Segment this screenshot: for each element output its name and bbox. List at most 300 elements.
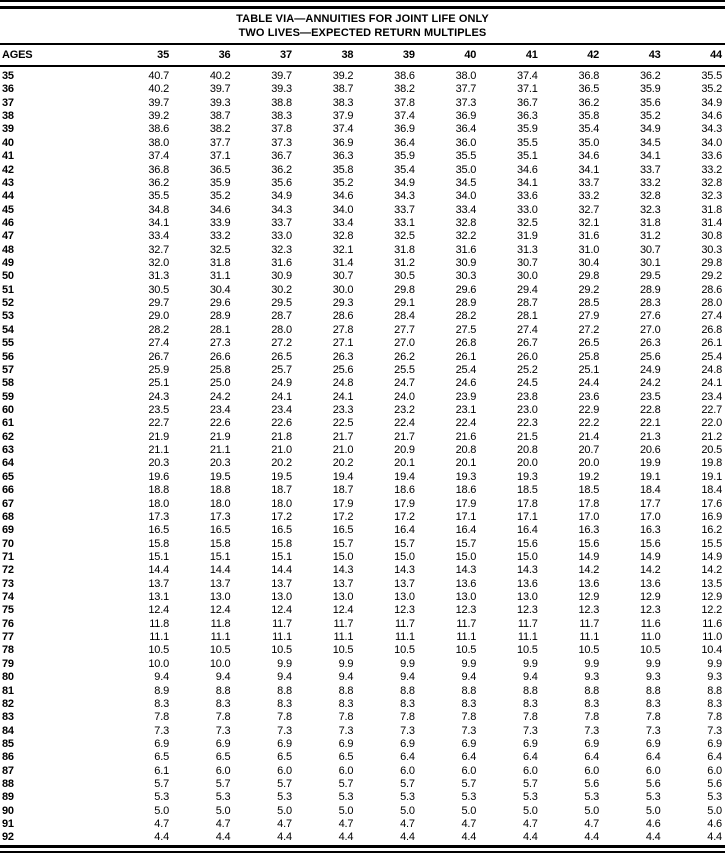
value-cell: 18.6 <box>455 484 477 497</box>
age-cell: 60 <box>2 403 14 416</box>
header-cell-age-37: 37 <box>280 49 292 61</box>
table-row <box>0 337 725 350</box>
value-cell: 35.8 <box>578 110 600 123</box>
value-cell: 7.8 <box>584 711 600 724</box>
age-cell: 56 <box>2 350 14 363</box>
header-cell-age-39: 39 <box>402 49 415 61</box>
table-row <box>0 725 725 738</box>
table-title-block <box>0 9 725 43</box>
value-cell: 5.3 <box>584 791 600 804</box>
value-cell: 9.9 <box>277 657 292 670</box>
value-cell: 31.9 <box>517 230 538 243</box>
value-cell: 10.5 <box>271 644 292 657</box>
value-cell: 24.9 <box>639 363 661 376</box>
value-cell: 18.0 <box>209 497 231 510</box>
age-cell: 85 <box>2 737 14 750</box>
value-cell: 5.0 <box>338 804 354 817</box>
table-row <box>0 97 725 110</box>
value-cell: 17.9 <box>455 497 477 510</box>
value-cell: 12.3 <box>517 604 538 617</box>
value-cell: 17.2 <box>271 510 292 523</box>
table-row <box>0 498 725 511</box>
value-cell: 23.2 <box>394 403 415 416</box>
age-cell: 36 <box>2 83 14 96</box>
value-cell: 40.2 <box>209 70 231 82</box>
value-cell: 38.8 <box>271 96 292 109</box>
value-cell: 34.9 <box>639 123 661 136</box>
value-cell: 22.4 <box>394 417 415 430</box>
table-row <box>0 738 725 751</box>
value-cell: 4.7 <box>584 818 600 831</box>
age-cell: 43 <box>2 176 14 189</box>
value-cell: 7.3 <box>707 724 722 737</box>
value-cell: 22.7 <box>701 403 722 416</box>
value-cell: 24.8 <box>332 377 354 390</box>
value-cell: 36.5 <box>209 163 231 176</box>
value-cell: 38.0 <box>455 70 477 82</box>
value-cell: 4.4 <box>277 831 292 844</box>
value-cell: 6.5 <box>154 751 169 764</box>
value-cell: 11.1 <box>149 631 169 644</box>
age-cell: 83 <box>2 711 14 724</box>
value-cell: 34.3 <box>701 123 722 136</box>
value-cell: 21.4 <box>578 430 600 443</box>
value-cell: 6.9 <box>400 737 415 750</box>
value-cell: 25.4 <box>455 363 477 376</box>
value-cell: 6.5 <box>215 751 231 764</box>
value-cell: 14.3 <box>455 564 477 577</box>
value-cell: 25.0 <box>209 377 231 390</box>
value-cell: 18.8 <box>209 484 231 497</box>
value-cell: 34.6 <box>517 163 538 176</box>
value-cell: 23.4 <box>209 403 231 416</box>
value-cell: 24.6 <box>455 377 477 390</box>
value-cell: 14.4 <box>271 564 292 577</box>
value-cell: 11.1 <box>456 631 477 644</box>
value-cell: 25.7 <box>271 363 292 376</box>
age-cell: 78 <box>2 644 14 657</box>
value-cell: 29.2 <box>578 283 600 296</box>
value-cell: 10.5 <box>455 644 477 657</box>
value-cell: 6.4 <box>522 751 538 764</box>
age-cell: 73 <box>2 577 14 590</box>
value-cell: 36.3 <box>332 150 354 163</box>
value-cell: 30.7 <box>332 270 354 283</box>
value-cell: 27.9 <box>578 310 600 323</box>
value-cell: 4.6 <box>707 818 722 831</box>
value-cell: 27.7 <box>394 323 415 336</box>
value-cell: 12.2 <box>701 604 722 617</box>
value-cell: 6.9 <box>522 737 538 750</box>
age-cell: 35 <box>2 70 14 82</box>
value-cell: 35.9 <box>394 150 415 163</box>
value-cell: 33.2 <box>701 163 722 176</box>
value-cell: 22.9 <box>578 403 600 416</box>
table-row <box>0 457 725 470</box>
table-row <box>0 765 725 778</box>
value-cell: 17.6 <box>701 497 722 510</box>
value-cell: 11.1 <box>394 631 415 644</box>
value-cell: 26.3 <box>639 337 661 350</box>
value-cell: 27.4 <box>701 310 722 323</box>
table-row <box>0 310 725 323</box>
value-cell: 36.9 <box>332 136 354 149</box>
age-cell: 51 <box>2 283 14 296</box>
table-row <box>0 444 725 457</box>
value-cell: 35.5 <box>517 136 538 149</box>
age-cell: 54 <box>2 323 14 336</box>
table-row <box>0 364 725 377</box>
value-cell: 27.2 <box>578 323 600 336</box>
value-cell: 36.2 <box>271 163 292 176</box>
value-cell: 7.8 <box>461 711 477 724</box>
value-cell: 30.5 <box>148 283 169 296</box>
value-cell: 12.4 <box>148 604 169 617</box>
value-cell: 17.7 <box>639 497 661 510</box>
value-cell: 22.8 <box>639 403 661 416</box>
age-cell: 50 <box>2 270 14 283</box>
table-row <box>0 591 725 604</box>
value-cell: 15.1 <box>209 550 231 563</box>
value-cell: 35.6 <box>639 96 661 109</box>
header-cell-age-40: 40 <box>464 49 477 61</box>
value-cell: 33.7 <box>578 176 600 189</box>
table-row <box>0 324 725 337</box>
value-cell: 34.6 <box>332 190 354 203</box>
value-cell: 25.6 <box>332 363 354 376</box>
value-cell: 32.2 <box>455 230 477 243</box>
value-cell: 4.4 <box>645 831 661 844</box>
value-cell: 29.5 <box>639 270 661 283</box>
value-cell: 34.1 <box>578 163 600 176</box>
value-cell: 33.4 <box>455 203 477 216</box>
value-cell: 5.7 <box>400 778 415 791</box>
value-cell: 26.5 <box>578 337 600 350</box>
value-cell: 5.7 <box>154 778 169 791</box>
value-cell: 15.6 <box>639 537 661 550</box>
value-cell: 20.3 <box>209 457 231 470</box>
value-cell: 6.1 <box>154 764 169 777</box>
value-cell: 37.7 <box>209 136 231 149</box>
value-cell: 9.9 <box>338 657 354 670</box>
value-cell: 6.9 <box>584 737 600 750</box>
value-cell: 37.4 <box>517 70 538 82</box>
value-cell: 6.0 <box>645 764 661 777</box>
value-cell: 32.8 <box>332 230 354 243</box>
value-cell: 4.4 <box>461 831 477 844</box>
value-cell: 33.0 <box>517 203 538 216</box>
value-cell: 37.3 <box>271 136 292 149</box>
table-row <box>0 644 725 657</box>
value-cell: 20.5 <box>701 444 722 457</box>
value-cell: 8.8 <box>645 684 661 697</box>
value-cell: 28.5 <box>578 297 600 310</box>
age-cell: 69 <box>2 524 14 537</box>
value-cell: 16.3 <box>639 524 661 537</box>
value-cell: 31.2 <box>394 257 415 270</box>
value-cell: 38.3 <box>271 110 292 123</box>
value-cell: 17.3 <box>209 510 231 523</box>
age-cell: 66 <box>2 484 14 497</box>
value-cell: 35.0 <box>455 163 477 176</box>
value-cell: 31.2 <box>639 230 661 243</box>
value-cell: 15.1 <box>148 550 169 563</box>
value-cell: 32.7 <box>578 203 600 216</box>
value-cell: 34.1 <box>148 216 169 229</box>
value-cell: 7.3 <box>277 724 292 737</box>
value-cell: 32.7 <box>148 243 169 256</box>
value-cell: 36.2 <box>639 70 661 82</box>
value-cell: 13.7 <box>394 577 415 590</box>
value-cell: 18.5 <box>517 484 538 497</box>
table-row <box>0 484 725 497</box>
value-cell: 8.8 <box>584 684 600 697</box>
value-cell: 21.7 <box>332 430 354 443</box>
age-cell: 89 <box>2 791 14 804</box>
value-cell: 18.0 <box>271 497 292 510</box>
table-row <box>0 564 725 577</box>
header-cell-age-43: 43 <box>648 49 661 61</box>
value-cell: 11.1 <box>210 631 231 644</box>
value-cell: 6.9 <box>154 737 169 750</box>
value-cell: 20.7 <box>578 444 600 457</box>
value-cell: 21.3 <box>639 430 661 443</box>
value-cell: 37.1 <box>517 83 538 96</box>
value-cell: 23.9 <box>455 390 477 403</box>
value-cell: 27.2 <box>271 337 292 350</box>
table-row <box>0 805 725 818</box>
age-cell: 74 <box>2 591 14 604</box>
value-cell: 23.5 <box>639 390 661 403</box>
value-cell: 14.2 <box>639 564 661 577</box>
value-cell: 15.7 <box>455 537 477 550</box>
header-row <box>0 45 725 65</box>
table-row <box>0 190 725 203</box>
value-cell: 5.6 <box>584 778 600 791</box>
age-cell: 39 <box>2 123 14 136</box>
value-cell: 26.1 <box>701 337 722 350</box>
value-cell: 30.2 <box>271 283 292 296</box>
value-cell: 6.5 <box>277 751 292 764</box>
value-cell: 24.0 <box>394 390 415 403</box>
value-cell: 20.9 <box>394 444 415 457</box>
age-cell: 71 <box>2 550 14 563</box>
value-cell: 22.6 <box>209 417 231 430</box>
value-cell: 8.3 <box>338 697 354 710</box>
value-cell: 9.9 <box>522 657 538 670</box>
value-cell: 21.1 <box>209 444 231 457</box>
age-cell: 86 <box>2 751 14 764</box>
value-cell: 13.0 <box>517 591 538 604</box>
value-cell: 5.3 <box>707 791 722 804</box>
age-cell: 91 <box>2 818 14 831</box>
value-cell: 15.6 <box>578 537 600 550</box>
table-row <box>0 711 725 724</box>
value-cell: 15.5 <box>701 537 722 550</box>
value-cell: 17.2 <box>332 510 354 523</box>
value-cell: 13.0 <box>455 591 477 604</box>
value-cell: 37.4 <box>394 110 415 123</box>
table-row <box>0 778 725 791</box>
table-row <box>0 270 725 283</box>
value-cell: 5.3 <box>277 791 292 804</box>
table-row <box>0 631 725 644</box>
value-cell: 36.8 <box>578 70 600 82</box>
value-cell: 30.5 <box>394 270 415 283</box>
value-cell: 28.1 <box>517 310 538 323</box>
value-cell: 5.6 <box>707 778 722 791</box>
value-cell: 5.7 <box>461 778 477 791</box>
value-cell: 28.9 <box>639 283 661 296</box>
value-cell: 20.8 <box>517 444 538 457</box>
value-cell: 29.3 <box>332 297 354 310</box>
age-cell: 80 <box>2 671 14 684</box>
value-cell: 6.0 <box>338 764 354 777</box>
value-cell: 8.3 <box>522 697 538 710</box>
value-cell: 8.3 <box>277 697 292 710</box>
value-cell: 16.5 <box>332 524 354 537</box>
value-cell: 24.4 <box>578 377 600 390</box>
value-cell: 5.0 <box>584 804 600 817</box>
value-cell: 15.7 <box>394 537 415 550</box>
value-cell: 9.4 <box>338 671 354 684</box>
value-cell: 25.6 <box>639 350 661 363</box>
value-cell: 15.0 <box>517 550 538 563</box>
value-cell: 33.4 <box>148 230 169 243</box>
value-cell: 36.2 <box>148 176 169 189</box>
age-cell: 63 <box>2 444 14 457</box>
value-cell: 32.8 <box>455 216 477 229</box>
value-cell: 37.9 <box>332 110 354 123</box>
value-cell: 32.5 <box>517 216 538 229</box>
age-cell: 55 <box>2 337 14 350</box>
value-cell: 19.4 <box>332 470 354 483</box>
value-cell: 8.3 <box>215 697 231 710</box>
value-cell: 6.0 <box>461 764 477 777</box>
value-cell: 30.9 <box>455 257 477 270</box>
value-cell: 9.3 <box>645 671 661 684</box>
table-row <box>0 524 725 537</box>
value-cell: 30.0 <box>332 283 354 296</box>
value-cell: 35.2 <box>701 83 722 96</box>
value-cell: 26.6 <box>209 350 231 363</box>
value-cell: 10.5 <box>332 644 354 657</box>
value-cell: 32.3 <box>271 243 292 256</box>
value-cell: 17.3 <box>148 510 169 523</box>
value-cell: 34.0 <box>701 136 722 149</box>
value-cell: 5.0 <box>154 804 169 817</box>
age-cell: 75 <box>2 604 14 617</box>
value-cell: 19.9 <box>639 457 661 470</box>
table-row <box>0 137 725 150</box>
value-cell: 28.9 <box>209 310 231 323</box>
value-cell: 26.1 <box>455 350 477 363</box>
value-cell: 28.7 <box>271 310 292 323</box>
value-cell: 11.1 <box>579 631 600 644</box>
value-cell: 5.3 <box>645 791 661 804</box>
age-cell: 59 <box>2 390 14 403</box>
value-cell: 24.9 <box>271 377 292 390</box>
value-cell: 38.2 <box>209 123 231 136</box>
value-cell: 16.4 <box>517 524 538 537</box>
value-cell: 34.6 <box>578 150 600 163</box>
value-cell: 31.8 <box>209 257 231 270</box>
table-title-line-1: TABLE VIA—ANNUITIES FOR JOINT LIFE ONLY <box>236 13 489 25</box>
value-cell: 21.9 <box>209 430 231 443</box>
value-cell: 37.3 <box>455 96 477 109</box>
value-cell: 5.0 <box>645 804 661 817</box>
age-cell: 79 <box>2 657 14 670</box>
value-cell: 5.3 <box>338 791 354 804</box>
value-cell: 20.2 <box>271 457 292 470</box>
age-cell: 81 <box>2 684 14 697</box>
value-cell: 7.3 <box>645 724 661 737</box>
value-cell: 11.7 <box>579 617 600 630</box>
table-row <box>0 204 725 217</box>
value-cell: 14.3 <box>394 564 415 577</box>
value-cell: 15.0 <box>455 550 477 563</box>
value-cell: 34.5 <box>455 176 477 189</box>
value-cell: 14.3 <box>517 564 538 577</box>
table-row <box>0 751 725 764</box>
value-cell: 13.6 <box>455 577 477 590</box>
age-cell: 48 <box>2 243 14 256</box>
value-cell: 12.9 <box>578 591 600 604</box>
table-row <box>0 604 725 617</box>
value-cell: 10.5 <box>394 644 415 657</box>
value-cell: 9.9 <box>400 657 415 670</box>
value-cell: 7.3 <box>461 724 477 737</box>
table-row <box>0 818 725 831</box>
value-cell: 36.9 <box>394 123 415 136</box>
value-cell: 4.7 <box>215 818 231 831</box>
value-cell: 18.8 <box>148 484 169 497</box>
value-cell: 29.8 <box>701 257 722 270</box>
value-cell: 34.1 <box>639 150 661 163</box>
value-cell: 6.9 <box>215 737 231 750</box>
value-cell: 38.2 <box>394 83 415 96</box>
value-cell: 16.5 <box>271 524 292 537</box>
value-cell: 21.2 <box>701 430 722 443</box>
value-cell: 17.0 <box>639 510 661 523</box>
value-cell: 11.7 <box>333 617 354 630</box>
value-cell: 11.1 <box>272 631 292 644</box>
header-cell-age-38: 38 <box>341 49 354 61</box>
value-cell: 24.1 <box>271 390 292 403</box>
table-row <box>0 791 725 804</box>
value-cell: 30.4 <box>578 257 600 270</box>
value-cell: 30.1 <box>639 257 661 270</box>
value-cell: 5.0 <box>277 804 292 817</box>
table-body <box>0 67 725 845</box>
value-cell: 32.0 <box>148 257 169 270</box>
value-cell: 35.2 <box>332 176 354 189</box>
value-cell: 6.0 <box>400 764 415 777</box>
value-cell: 19.1 <box>639 470 661 483</box>
age-cell: 62 <box>2 430 14 443</box>
table-row <box>0 431 725 444</box>
value-cell: 30.3 <box>455 270 477 283</box>
value-cell: 6.4 <box>645 751 661 764</box>
value-cell: 24.7 <box>394 377 415 390</box>
value-cell: 10.0 <box>209 657 231 670</box>
value-cell: 9.9 <box>645 657 661 670</box>
value-cell: 28.3 <box>639 297 661 310</box>
value-cell: 37.7 <box>455 83 477 96</box>
value-cell: 27.8 <box>332 323 354 336</box>
value-cell: 27.4 <box>517 323 538 336</box>
value-cell: 25.1 <box>578 363 600 376</box>
